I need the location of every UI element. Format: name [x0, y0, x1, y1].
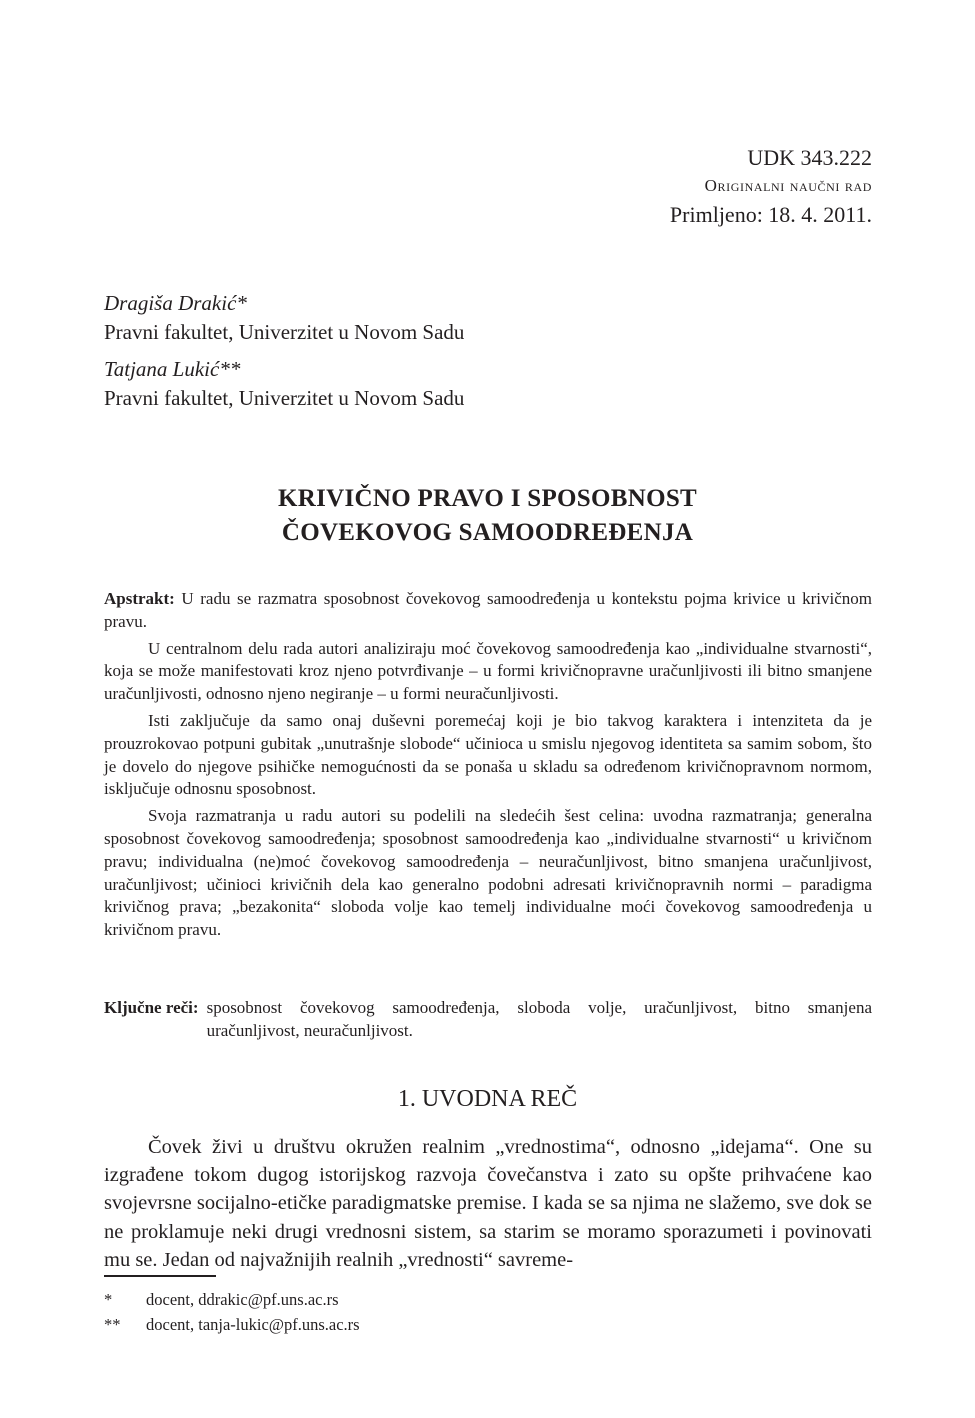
abstract-label: Apstrakt:	[104, 589, 175, 608]
title-line-1: KRIVIČNO PRAVO I SPOSOBNOST	[277, 485, 698, 512]
body-paragraph: Čovek živi u društvu okružen realnim „vrednostima“, odnosno „idejama“. One su izgrađene tokom dugog istorijskog razvoja čovečanstva i zato su opšte prihvaćene kao svojevrsne socijalno-etičke paradigmatske premise. I kada se sa njima ne slažemo, sve dok se ne proklamuje neki drugi vrednosni sistem, sa starim se moramo sporazumeti i povinovati mu se. Jedan od najvažnijih realnih „vrednosti“ savreme-	[104, 1136, 872, 1271]
article-type: Originalni naučni rad	[704, 176, 872, 195]
title-line-2: ČOVEKOVOG SAMOODREĐENJA	[281, 519, 694, 546]
footnote-text: docent, tanja-lukic@pf.uns.ac.rs	[146, 1315, 360, 1334]
footnote	[104, 1287, 360, 1312]
abstract-paragraph: Isti zaključuje da samo onaj duševni poremećaj koji je bio takvog karaktera i intenziteta da je prouzrokovao potpuni gubitak „unutrašnje slobode“ učinioca u smislu njegovog identiteta sa samim sobom, što je dovelo do njegove psihičke nemogućnosti da se ponaša u skladu sa određenom krivičnopravnom normom, isključuje odnosnu sposobnost.	[104, 710, 872, 799]
keywords	[104, 996, 872, 1042]
abstract-paragraph	[104, 588, 872, 634]
article-meta	[670, 144, 872, 230]
author-affiliation: Pravni fakultet, Univerzitet u Novom Sadu	[104, 386, 465, 410]
abstract	[104, 588, 872, 946]
footnote-mark: *	[104, 1290, 113, 1309]
footnote-mark: **	[104, 1315, 121, 1334]
footnote-divider	[104, 1275, 216, 1277]
footnotes	[104, 1287, 360, 1337]
abstract-paragraph: Svoja razmatranja u radu autori su podelili na sledećih šest celina: uvodna razmatranja; generalna sposobnost čovekovog samoodređenja; sposobnost samoodređenja kao „individualne stvarnosti“ u krivičnom pravu; individualna (ne)moć čovekovog samoodređenja – neuračunljivost, bitno smanjena uračunljivost, uračunljivost; učinioci krivičnih dela kao generalno podobni adresati krivičnopravnih normi – paradigma krivičnog prava; „bezakonita“ sloboda volje kao temelj individualne moći čovekovog samoodređenja u krivičnom pravu.	[104, 806, 872, 940]
footnote	[104, 1312, 360, 1337]
received-date: Primljeno: 18. 4. 2011.	[669, 202, 872, 227]
body-text	[104, 1133, 872, 1274]
author-list	[104, 289, 464, 421]
author-affiliation: Pravni fakultet, Univerzitet u Novom Sadu	[104, 320, 465, 344]
author-name: Dragiša Drakić*	[104, 291, 247, 315]
keywords-label: Ključne reči:	[104, 998, 199, 1017]
paper-title	[0, 482, 975, 550]
abstract-paragraph: U centralnom delu rada autori analiziraju moć čovekovog samoodređenja kao „individualne stvarnosti“, koja se može manifestovati kroz njeno potvrđivanje – u formi krivičnopravne uračunljivosti ili bitno smanjene uračunljivosti, odnosno njeno negiranje – u formi neuračunljivosti.	[104, 638, 872, 704]
author-block	[104, 355, 464, 413]
section-heading: 1. UVODNA REČ	[397, 1086, 578, 1112]
footnote-text: docent, ddrakic@pf.uns.ac.rs	[146, 1290, 339, 1309]
author-block	[104, 289, 464, 347]
udk-code: UDK 343.222	[747, 145, 872, 170]
abstract-text: U radu se razmatra sposobnost čovekovog samoodređenja u kontekstu pojma krivice u krivičnom pravu.	[104, 589, 872, 631]
author-name: Tatjana Lukić**	[104, 357, 241, 381]
keywords-value: sposobnost čovekovog samoodređenja, sloboda volje, uračunljivost, bitno smanjena uračunljivost, neuračunljivost.	[206, 998, 872, 1040]
